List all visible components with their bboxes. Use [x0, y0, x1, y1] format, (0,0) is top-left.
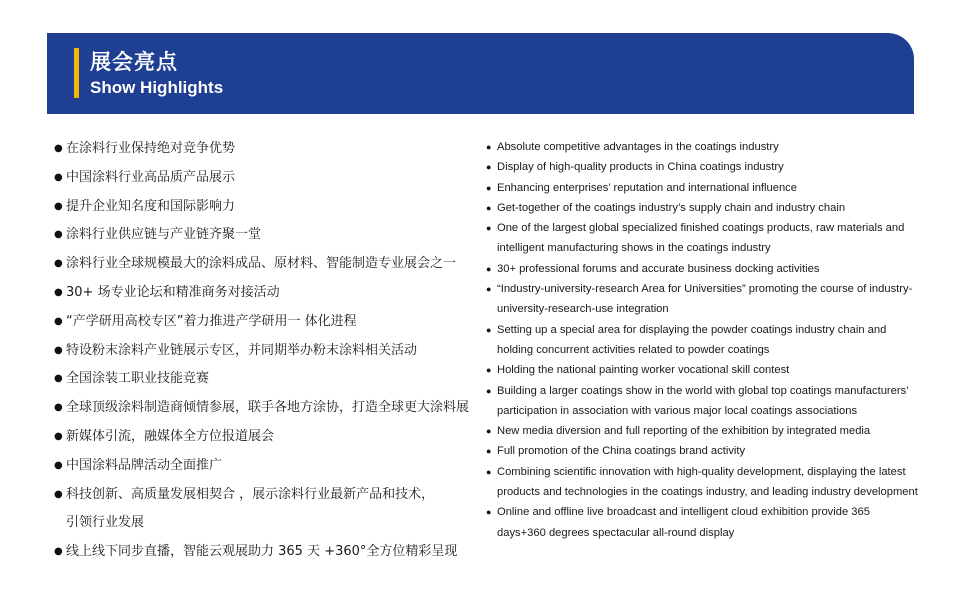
list-item: ● Setting up a special area for displaying the powder coatings industry chain and holding concurrent activities related to powder coatings — [486, 320, 918, 361]
title-chinese: 展会亮点 — [90, 50, 178, 74]
bullet-icon: ● — [486, 507, 492, 518]
bullet-icon: ● — [54, 488, 63, 500]
accent-bar — [74, 48, 79, 98]
list-item: ● 中国涂料品牌活动全面推广 — [54, 452, 474, 481]
bullet-icon: ● — [486, 223, 492, 234]
bullet-icon: ● — [54, 344, 63, 356]
title-english: Show Highlights — [90, 78, 224, 97]
bullet-icon: ● — [486, 446, 492, 457]
bullet-icon: ● — [54, 143, 63, 154]
bullet-icon: ● — [486, 284, 492, 295]
list-item-continuation: 引领行业发展 — [66, 515, 145, 531]
bullet-icon: ● — [486, 202, 492, 213]
list-item: ● Display of high-quality products in China coatings industry — [486, 157, 918, 177]
list-item: ● 涂料行业供应链与产业链齐聚一堂 — [54, 221, 474, 250]
list-item: ● Holding the national painting worker vocational skill contest — [486, 360, 918, 380]
list-item: ● 中国涂料行业高品质产品展示 — [54, 164, 474, 193]
bullet-icon: ● — [54, 200, 63, 212]
list-item: ● New media diversion and full reporting of the exhibition by integrated media — [486, 421, 918, 441]
list-item: ● 涂料行业全球规模最大的涂料成品、原材料、智能制造专业展会之一 — [54, 250, 474, 279]
bullet-icon: ● — [486, 324, 492, 335]
bullet-icon: ● — [54, 315, 63, 327]
bullet-icon: ● — [54, 459, 63, 471]
list-item: ● 全国涂装工职业技能竞赛 — [54, 365, 474, 394]
bullet-icon: ● — [54, 430, 63, 442]
bullet-icon: ● — [486, 466, 492, 477]
bullet-icon: ● — [54, 286, 63, 298]
list-item: ● Full promotion of the China coatings brand activity — [486, 441, 918, 461]
bullet-icon: ● — [54, 171, 63, 183]
highlights-list-chinese — [54, 135, 474, 567]
bullet-icon: ● — [54, 229, 63, 241]
bullet-icon: ● — [486, 263, 492, 274]
list-item: ● Combining scientific innovation with high-quality development, displaying the latest products and technologies in the coatings industry, and leading industry development — [486, 462, 918, 503]
list-item: ● Online and offline live broadcast and intelligent cloud exhibition provide 365 days+360 degrees spectacular all-round display — [486, 502, 918, 543]
bullet-icon: ● — [486, 365, 492, 376]
bullet-icon: ● — [486, 162, 492, 173]
list-item: ● Absolute competitive advantages in the coatings industry — [486, 137, 918, 157]
bullet-icon: ● — [486, 426, 492, 437]
bullet-icon: ● — [486, 142, 492, 152]
list-item: ● 特设粉末涂料产业链展示专区，并同期举办粉末涂料相关活动 — [54, 337, 474, 366]
list-item: ● Enhancing enterprises’ reputation and international influence — [486, 178, 918, 198]
list-item: ● “Industry-university-research Area for Universities” promoting the course of industry-university-research-use integration — [486, 279, 918, 320]
list-item: ● 30+ 场专业论坛和精准商务对接活动 — [54, 279, 474, 308]
list-item: ● 30+ professional forums and accurate business docking activities — [486, 259, 918, 279]
list-item: ● Building a larger coatings show in the world with global top coatings manufacturers’ participation in association with various major local coatings associations — [486, 381, 918, 422]
list-item: ● “产学研用高校专区”着力推进产学研用一 体化进程 — [54, 308, 474, 337]
list-item: ● One of the largest global specialized finished coatings products, raw materials and intelligent manufacturing shows in the coatings industry — [486, 218, 918, 259]
list-item: ● 科技创新、高质量发展相契合 ，展示涂料行业最新产品和技术， — [54, 481, 474, 510]
list-item: ● 线上线下同步直播，智能云观展助力 365 天 +360°全方位精彩呈现 — [54, 538, 474, 567]
header-banner — [47, 33, 914, 114]
bullet-icon: ● — [54, 373, 63, 385]
list-item: ● 在涂料行业保持绝对竞争优势 — [54, 135, 474, 164]
list-item: ● 新媒体引流，融媒体全方位报道展会 — [54, 423, 474, 452]
list-item: ● 全球顶级涂料制造商倾情参展，联手各地方涂协，打造全球更大涂料展 — [54, 394, 474, 423]
bullet-icon: ● — [54, 258, 63, 270]
bullet-icon: ● — [486, 385, 492, 396]
bullet-icon: ● — [54, 546, 63, 558]
list-item: ● Get-together of the coatings industry’s supply chain and industry chain — [486, 198, 918, 218]
bullet-icon: ● — [486, 182, 492, 193]
list-item: ● 提升企业知名度和国际影响力 — [54, 193, 474, 222]
bullet-icon: ● — [54, 402, 63, 414]
highlights-list-english — [486, 137, 918, 543]
